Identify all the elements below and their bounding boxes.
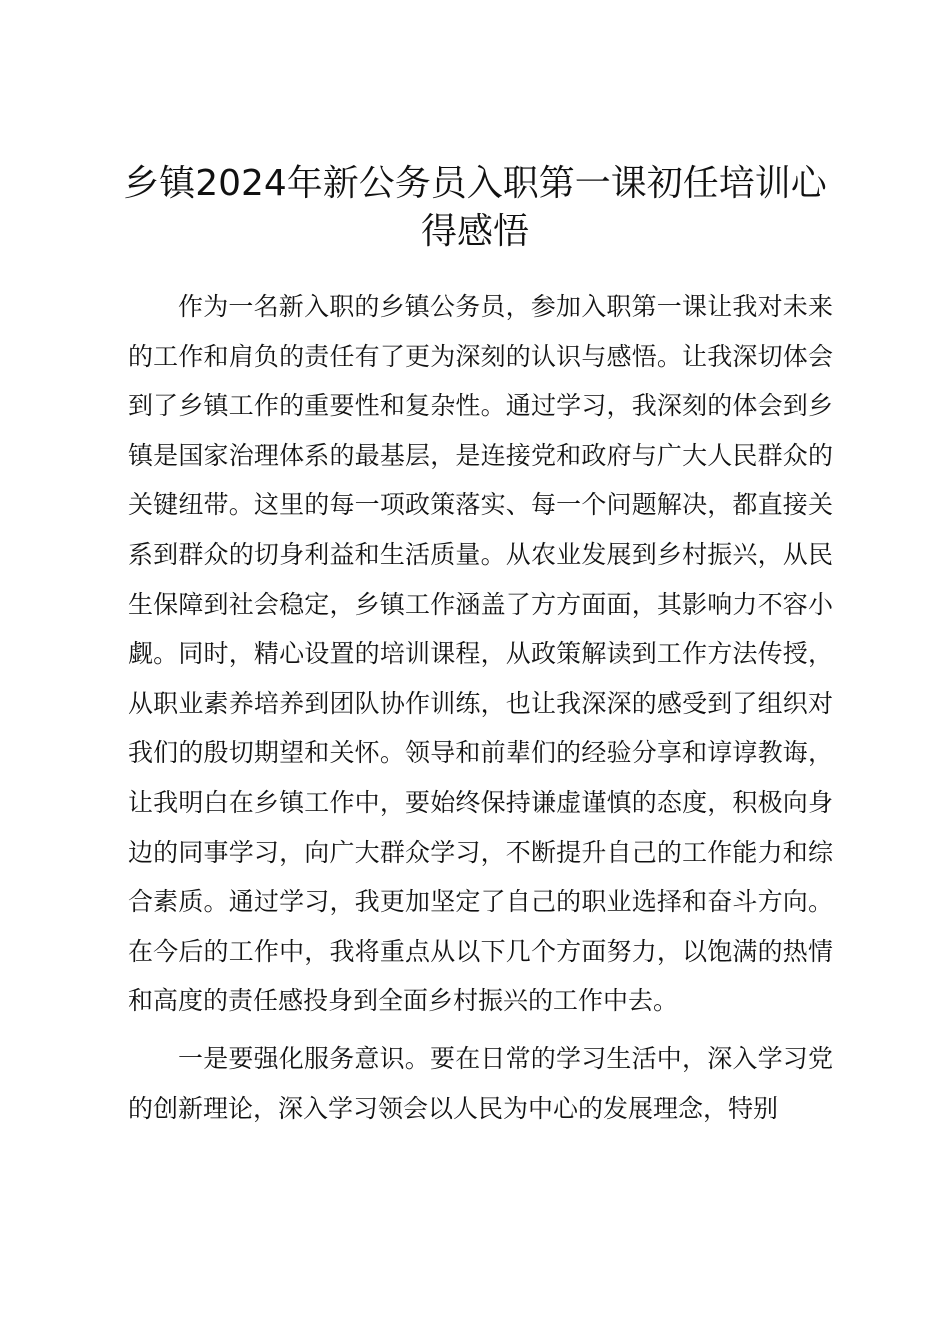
- paragraph-intro: 作为一名新入职的乡镇公务员，参加入职第一课让我对未来的工作和肩负的责任有了更为深刻的认识与感悟。让我深切体会到了乡镇工作的重要性和复杂性。通过学习，我深刻的体会到乡镇是国家治理体系的最基层，是连接党和政府与广大人民群众的关键纽带。这里的每一项政策落实、每一个问题解决，都直接关系到群众的切身利益和生活质量。从农业发展到乡村振兴，从民生保障到社会稳定，乡镇工作涵盖了方方面面，其影响力不容小觑。同时，精心设置的培训课程，从政策解读到工作方法传授，从职业素养培养到团队协作训练，也让我深深的感受到了组织对我们的殷切期望和关怀。领导和前辈们的经验分享和谆谆教诲，让我明白在乡镇工作中，要始终保持谦虚谨慎的态度，积极向身边的同事学习，向广大群众学习，不断提升自己的工作能力和综合素质。通过学习，我更加坚定了自己的职业选择和奋斗方向。在今后的工作中，我将重点从以下几个方面努力，以饱满的热情和高度的责任感投身到全面乡村振兴的工作中去。: [128, 292, 833, 1016]
- document-body: [128, 282, 833, 1133]
- paragraph-service-awareness: 一是要强化服务意识。要在日常的学习生活中，深入学习党的创新理论，深入学习领会以人民为中心的发展理念，特别: [128, 1043, 833, 1123]
- document-title: 乡镇2024年新公务员入职第一课初任培训心得感悟: [123, 163, 827, 252]
